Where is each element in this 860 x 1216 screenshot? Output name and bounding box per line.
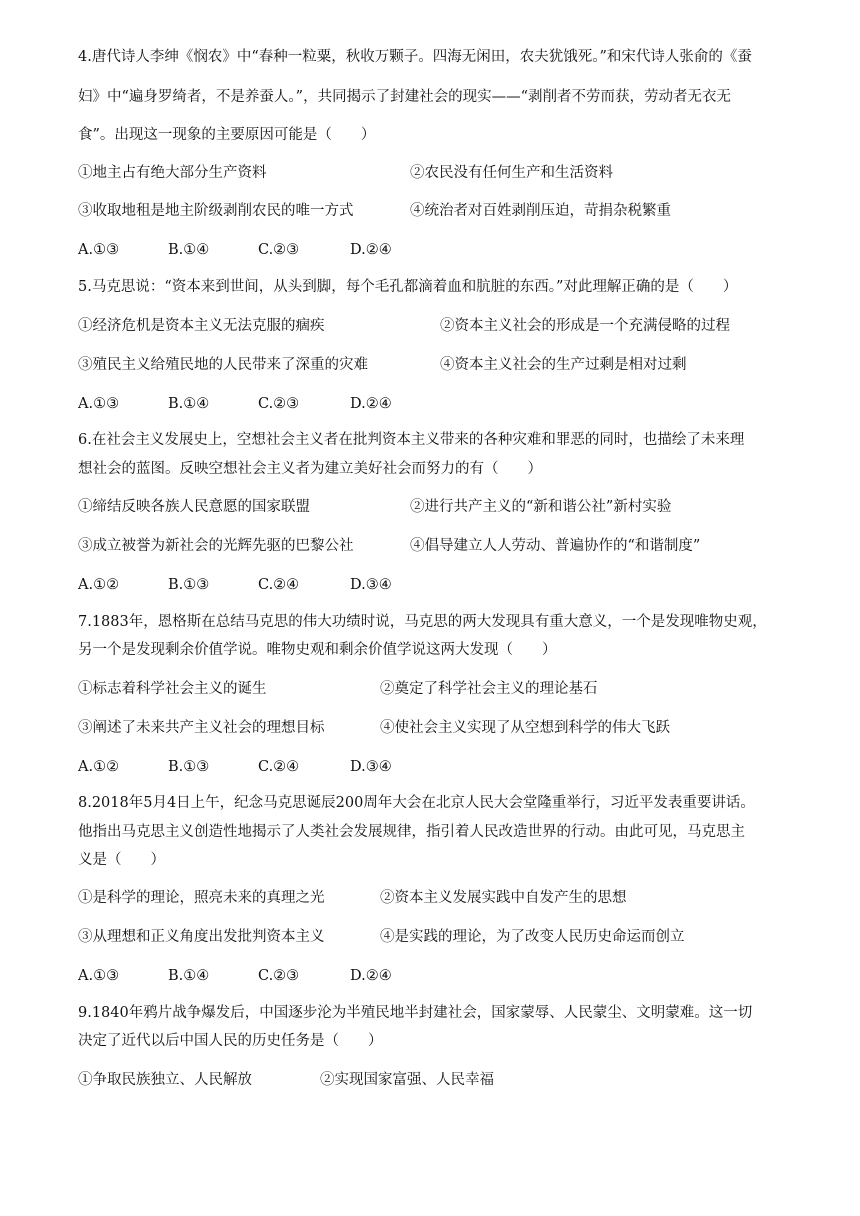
option-2: ②进行共产主义的“新和谐公社”新村实验 xyxy=(410,499,672,515)
choice-a: A.①③ xyxy=(78,968,120,984)
question-stem: 义是（ ） xyxy=(78,852,165,868)
choice-b: B.①④ xyxy=(168,396,210,412)
question-stem: 食”。出现这一现象的主要原因可能是（ ） xyxy=(78,127,376,143)
question-stem: 8.2018年5月4日上午，纪念马克思诞辰200周年大会在北京人民大会堂隆重举行，习近平发表重要讲话。 xyxy=(78,795,755,811)
option-3: ③收取地租是地主阶级剥削农民的唯一方式 xyxy=(78,203,354,219)
option-3: ③殖民主义给殖民地的人民带来了深重的灾难 xyxy=(78,357,368,373)
choice-d: D.③④ xyxy=(350,577,392,593)
option-1: ①缔结反映各族人民意愿的国家联盟 xyxy=(78,499,310,515)
choice-a: A.①③ xyxy=(78,396,120,412)
option-2: ②资本主义发展实践中自发产生的思想 xyxy=(380,890,627,906)
choice-a: A.①② xyxy=(78,759,120,775)
option-1: ①经济危机是资本主义无法克服的痼疾 xyxy=(78,318,325,334)
choice-d: D.②④ xyxy=(350,968,392,984)
question-stem: 想社会的蓝图。反映空想社会主义者为建立美好社会而努力的有（ ） xyxy=(78,461,542,477)
choice-c: C.②③ xyxy=(258,968,300,984)
question-stem: 5.马克思说：“资本来到世间，从头到脚，每个毛孔都滴着血和肮脏的东西。”对此理解正确的是（ ） xyxy=(78,279,738,295)
choice-c: C.②④ xyxy=(258,577,300,593)
option-3: ③从理想和正义角度出发批判资本主义 xyxy=(78,929,325,945)
question-stem: 另一个是发现剩余价值学说。唯物史观和剩余价值学说这两大发现（ ） xyxy=(78,642,557,658)
option-3: ③阐述了未来共产主义社会的理想目标 xyxy=(78,720,325,736)
option-1: ①地主占有绝大部分生产资料 xyxy=(78,165,267,181)
option-4: ④是实践的理论，为了改变人民历史命运而创立 xyxy=(380,929,685,945)
question-stem: 9.1840年鸦片战争爆发后，中国逐步沦为半殖民地半封建社会，国家蒙辱、人民蒙尘、文明蒙难。这一切 xyxy=(78,1005,753,1021)
choice-c: C.②③ xyxy=(258,396,300,412)
option-4: ④倡导建立人人劳动、普遍协作的“和谐制度” xyxy=(410,538,701,554)
option-1: ①争取民族独立、人民解放 xyxy=(78,1072,252,1088)
question-stem: 6.在社会主义发展史上，空想社会主义者在批判资本主义带来的各种灾难和罪恶的同时，也描绘了未来理 xyxy=(78,432,745,448)
choice-a: A.①② xyxy=(78,577,120,593)
option-4: ④统治者对百姓剥削压迫，苛捐杂税繁重 xyxy=(410,203,671,219)
option-2: ②资本主义社会的形成是一个充满侵略的过程 xyxy=(440,318,730,334)
choice-b: B.①③ xyxy=(168,759,210,775)
question-stem: 妇》中“遍身罗绮者，不是养蚕人。”，共同揭示了封建社会的现实——“剥削者不劳而获，劳动者无衣无 xyxy=(78,89,731,105)
question-stem: 7.1883年，恩格斯在总结马克思的伟大功绩时说，马克思的两大发现具有重大意义，一个是发现唯物史观， xyxy=(78,614,767,630)
choice-b: B.①④ xyxy=(168,242,210,258)
question-stem: 4.唐代诗人李绅《悯农》中“春种一粒粟，秋收万颗子。四海无闲田，农夫犹饿死。”和宋代诗人张俞的《蚕 xyxy=(78,49,752,65)
choice-c: C.②④ xyxy=(258,759,300,775)
option-4: ④使社会主义实现了从空想到科学的伟大飞跃 xyxy=(380,720,670,736)
choice-d: D.③④ xyxy=(350,759,392,775)
choice-b: B.①③ xyxy=(168,577,210,593)
choice-b: B.①④ xyxy=(168,968,210,984)
option-1: ①标志着科学社会主义的诞生 xyxy=(78,681,267,697)
option-4: ④资本主义社会的生产过剩是相对过剩 xyxy=(440,357,687,373)
question-stem: 他指出马克思主义创造性地揭示了人类社会发展规律，指引着人民改造世界的行动。由此可见，马克思主 xyxy=(78,824,745,840)
choice-c: C.②③ xyxy=(258,242,300,258)
option-2: ②农民没有任何生产和生活资料 xyxy=(410,165,613,181)
choice-d: D.②④ xyxy=(350,396,392,412)
choice-a: A.①③ xyxy=(78,242,120,258)
question-stem: 决定了近代以后中国人民的历史任务是（ ） xyxy=(78,1033,383,1049)
option-1: ①是科学的理论，照亮未来的真理之光 xyxy=(78,890,325,906)
option-2: ②实现国家富强、人民幸福 xyxy=(320,1072,494,1088)
option-2: ②奠定了科学社会主义的理论基石 xyxy=(380,681,598,697)
option-3: ③成立被誉为新社会的光辉先驱的巴黎公社 xyxy=(78,538,354,554)
choice-d: D.②④ xyxy=(350,242,392,258)
